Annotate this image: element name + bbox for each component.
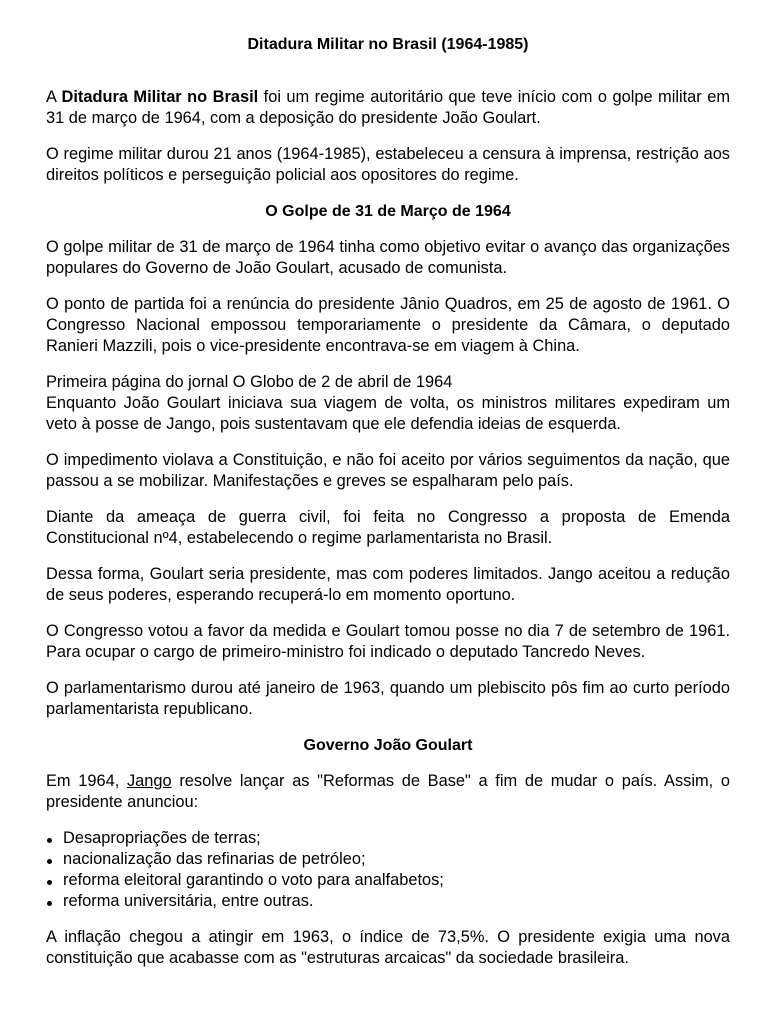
goulart-paragraph-2: A inflação chegou a atingir em 1963, o índice de 73,5%. O presidente exigia uma nova constituição que acabasse com as "estruturas arcaicas" da sociedade brasileira. <box>46 928 730 967</box>
intro-rest: foi um regime autoritário que teve início com o golpe militar em 31 de março de 1964, com a deposição do presidente João Goulart. <box>46 88 730 127</box>
intro-bold-term: Ditadura Militar no Brasil <box>61 88 259 106</box>
regime-duration-paragraph: O regime militar durou 21 anos (1964-1985), estabeleceu a censura à imprensa, restrição aos direitos políticos e perseguição policial aos opositores do regime. <box>46 145 730 184</box>
goulart-rest: resolve lançar as "Reformas de Base" a fim de mudar o país. Assim, o presidente anunciou: <box>46 772 730 811</box>
golpe-paragraph-5: Diante da ameaça de guerra civil, foi feita no Congresso a proposta de Emenda Constitucional nº4, estabelecendo o regime parlamentarista no Brasil. <box>46 508 730 547</box>
golpe-paragraph-8: O parlamentarismo durou até janeiro de 1963, quando um plebiscito pôs fim ao curto período parlamentarista republicano. <box>46 679 730 718</box>
golpe-paragraph-1: O golpe militar de 31 de março de 1964 tinha como objetivo evitar o avanço das organizações populares do Governo de João Goulart, acusado de comunista. <box>46 238 730 277</box>
intro-paragraph <box>46 87 730 129</box>
list-item: reforma eleitoral garantindo o voto para analfabetos; <box>46 870 730 891</box>
document-title: Ditadura Militar no Brasil (1964-1985) <box>247 36 529 53</box>
list-item: reforma universitária, entre outras. <box>46 891 730 912</box>
golpe-paragraph-2: O ponto de partida foi a renúncia do presidente Jânio Quadros, em 25 de agosto de 1961. O Congresso Nacional empossou temporariamente o presidente da Câmara, o deputado Ranieri Mazzili, pois o vice-presidente encontrava-se em viagem à China. <box>46 295 730 355</box>
image-caption: Primeira página do jornal O Globo de 2 de abril de 1964 <box>46 373 453 391</box>
section-heading-golpe: O Golpe de 31 de Março de 1964 <box>265 203 511 220</box>
section-heading-goulart: Governo João Goulart <box>303 737 473 754</box>
jango-link[interactable]: Jango <box>126 772 172 790</box>
list-item: nacionalização das refinarias de petróleo; <box>46 849 730 870</box>
golpe-paragraph-3: Enquanto João Goulart iniciava sua viagem de volta, os ministros militares expediram um veto à posse de Jango, pois sustentavam que ele defendia ideias de esquerda. <box>46 394 730 433</box>
goulart-lead: Em 1964, <box>46 772 127 790</box>
golpe-paragraph-4: O impedimento violava a Constituição, e não foi aceito por vários seguimentos da nação, que passou a se mobilizar. Manifestações e greves se espalharam pelo país. <box>46 451 730 490</box>
goulart-paragraph-1 <box>46 771 730 813</box>
reforms-list <box>46 828 730 912</box>
golpe-paragraph-7: O Congresso votou a favor da medida e Goulart tomou posse no dia 7 de setembro de 1961. Para ocupar o cargo de primeiro-ministro foi indicado o deputado Tancredo Neves. <box>46 622 730 661</box>
intro-lead: A <box>46 88 62 106</box>
list-item: Desapropriações de terras; <box>46 828 730 849</box>
golpe-paragraph-6: Dessa forma, Goulart seria presidente, mas com poderes limitados. Jango aceitou a redução de seus poderes, esperando recuperá-lo em momento oportuno. <box>46 565 730 604</box>
